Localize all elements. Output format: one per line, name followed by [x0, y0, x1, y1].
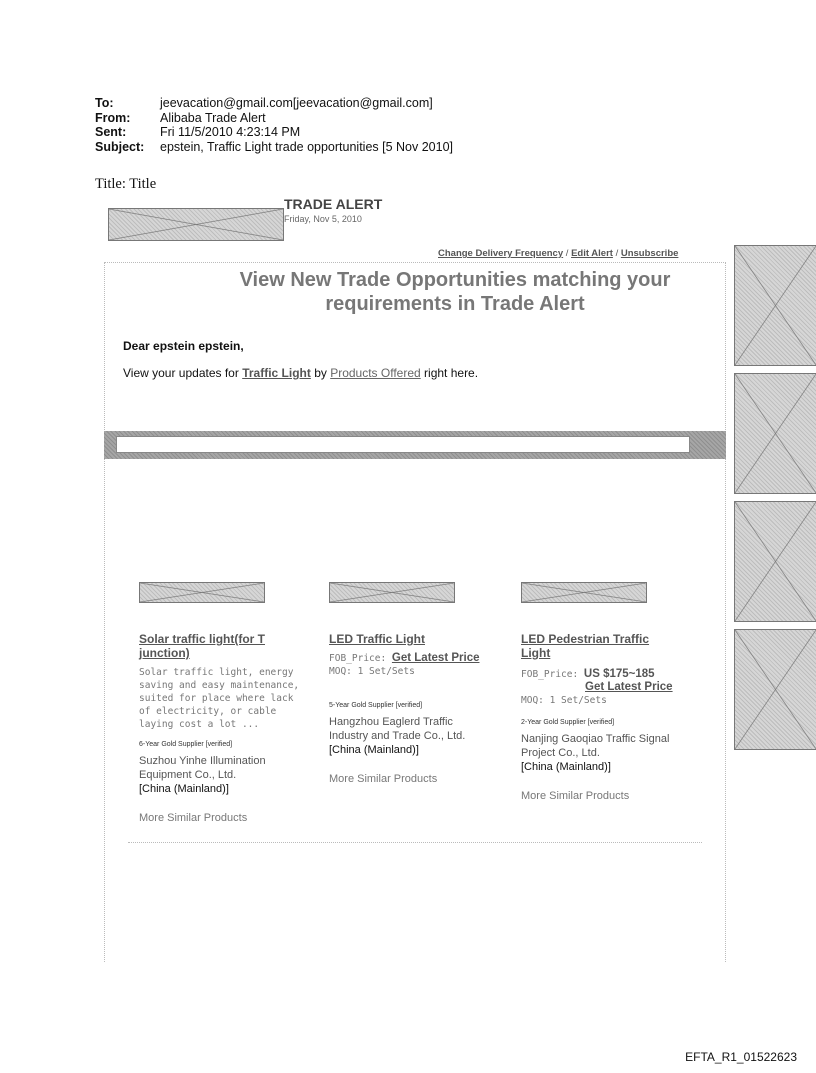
product-title-line: junction) [139, 646, 190, 660]
change-delivery-frequency-link[interactable]: Change Delivery Frequency [438, 248, 564, 259]
subject-row [95, 140, 453, 155]
subject-value: epstein, Traffic Light trade opportunities [5 Nov 2010] [160, 139, 454, 154]
divider [128, 842, 702, 843]
supplier-region: [China (Mainland)] [521, 761, 611, 773]
sent-value: Fri 11/5/2010 4:23:14 PM [160, 125, 301, 139]
product-image-placeholder[interactable] [329, 582, 455, 603]
alibaba-logo-placeholder [108, 208, 284, 241]
side-banner-placeholder[interactable] [734, 501, 816, 622]
greeting: Dear epstein epstein, [123, 339, 244, 353]
price-label: FOB_Price: [329, 653, 392, 664]
updates-by: by [310, 366, 331, 380]
sent-label: Sent: [95, 125, 127, 139]
supplier-badge: 5-Year Gold Supplier [verified] [329, 702, 423, 709]
link-separator: / [563, 248, 572, 259]
supplier-region: [China (Mainland)] [139, 783, 229, 795]
side-banner-placeholder[interactable] [734, 629, 816, 750]
supplier-badge: 2-Year Gold Supplier [verified] [521, 719, 615, 726]
unsubscribe-link[interactable]: Unsubscribe [620, 248, 679, 259]
supplier-badge: 6-Year Gold Supplier [verified] [139, 741, 233, 748]
updates-prefix: View your updates for [123, 366, 243, 380]
to-label: To: [95, 96, 114, 110]
product-price [521, 668, 691, 694]
price-label: FOB_Price: [521, 669, 584, 680]
product-price [329, 652, 499, 665]
headline-line-1: View New Trade Opportunities matching your [239, 269, 671, 291]
email-header [95, 96, 453, 154]
product-title-line: Solar traffic light(for T [139, 632, 265, 646]
product-card [521, 632, 691, 802]
alert-links [438, 248, 678, 259]
product-title-link[interactable]: LED Traffic Light [329, 632, 425, 646]
product-title-line: Light [521, 646, 551, 660]
document-title: Title: Title [95, 176, 157, 192]
updates-suffix: right here. [420, 366, 479, 380]
product-moq: MOQ: 1 Set/Sets [521, 695, 607, 706]
from-row [95, 111, 453, 126]
more-similar-products-link[interactable]: More Similar Products [329, 773, 438, 785]
product-title-link[interactable] [521, 632, 691, 660]
price-value: US $175~185 [583, 668, 655, 680]
supplier-company: Hangzhou Eaglerd Traffic Industry and Trade Co., Ltd. [329, 716, 466, 742]
category-link[interactable]: Products Offered [330, 366, 421, 380]
edit-alert-link[interactable]: Edit Alert [571, 248, 613, 259]
to-value: jeevacation@gmail.com[jeevacation@gmail.com] [160, 96, 433, 110]
to-row [95, 96, 453, 111]
supplier-company: Nanjing Gaoqiao Traffic Signal Project Co., Ltd. [521, 733, 670, 759]
headline-line-2: requirements in Trade Alert [325, 293, 585, 315]
more-similar-products-link[interactable]: More Similar Products [521, 790, 630, 802]
supplier-company: Suzhou Yinhe Illumination Equipment Co., Ltd. [139, 755, 266, 781]
document-id: EFTA_R1_01522623 [685, 1050, 797, 1064]
link-separator: / [612, 248, 621, 259]
trade-alert-heading: TRADE ALERT [284, 196, 383, 212]
keyword-link[interactable]: Traffic Light [242, 366, 311, 380]
product-title-link[interactable] [139, 632, 309, 660]
product-image-placeholder[interactable] [139, 582, 265, 603]
side-banner-placeholder[interactable] [734, 245, 816, 366]
more-similar-products-link[interactable]: More Similar Products [139, 812, 248, 824]
product-moq: MOQ: 1 Set/Sets [329, 666, 415, 677]
headline [110, 268, 800, 316]
product-title-line: LED Pedestrian Traffic [521, 632, 650, 646]
get-latest-price-link[interactable]: Get Latest Price [585, 681, 673, 693]
banner-bar-inner [116, 436, 690, 453]
sent-row [95, 125, 453, 140]
side-banner-placeholder[interactable] [734, 373, 816, 494]
get-latest-price-link[interactable]: Get Latest Price [391, 652, 480, 664]
product-card [329, 632, 499, 785]
from-label: From: [95, 110, 131, 125]
product-card [139, 632, 309, 824]
subject-label: Subject: [95, 139, 145, 154]
product-image-placeholder[interactable] [521, 582, 647, 603]
from-value: Alibaba Trade Alert [160, 110, 266, 125]
updates-line [123, 366, 478, 380]
product-description: Solar traffic light, energy saving and easy maintenance, suited for place where lack of electricity, or cable laying cost a lot ... [139, 667, 300, 730]
supplier-region: [China (Mainland)] [329, 744, 419, 756]
trade-alert-date: Friday, Nov 5, 2010 [284, 214, 362, 224]
